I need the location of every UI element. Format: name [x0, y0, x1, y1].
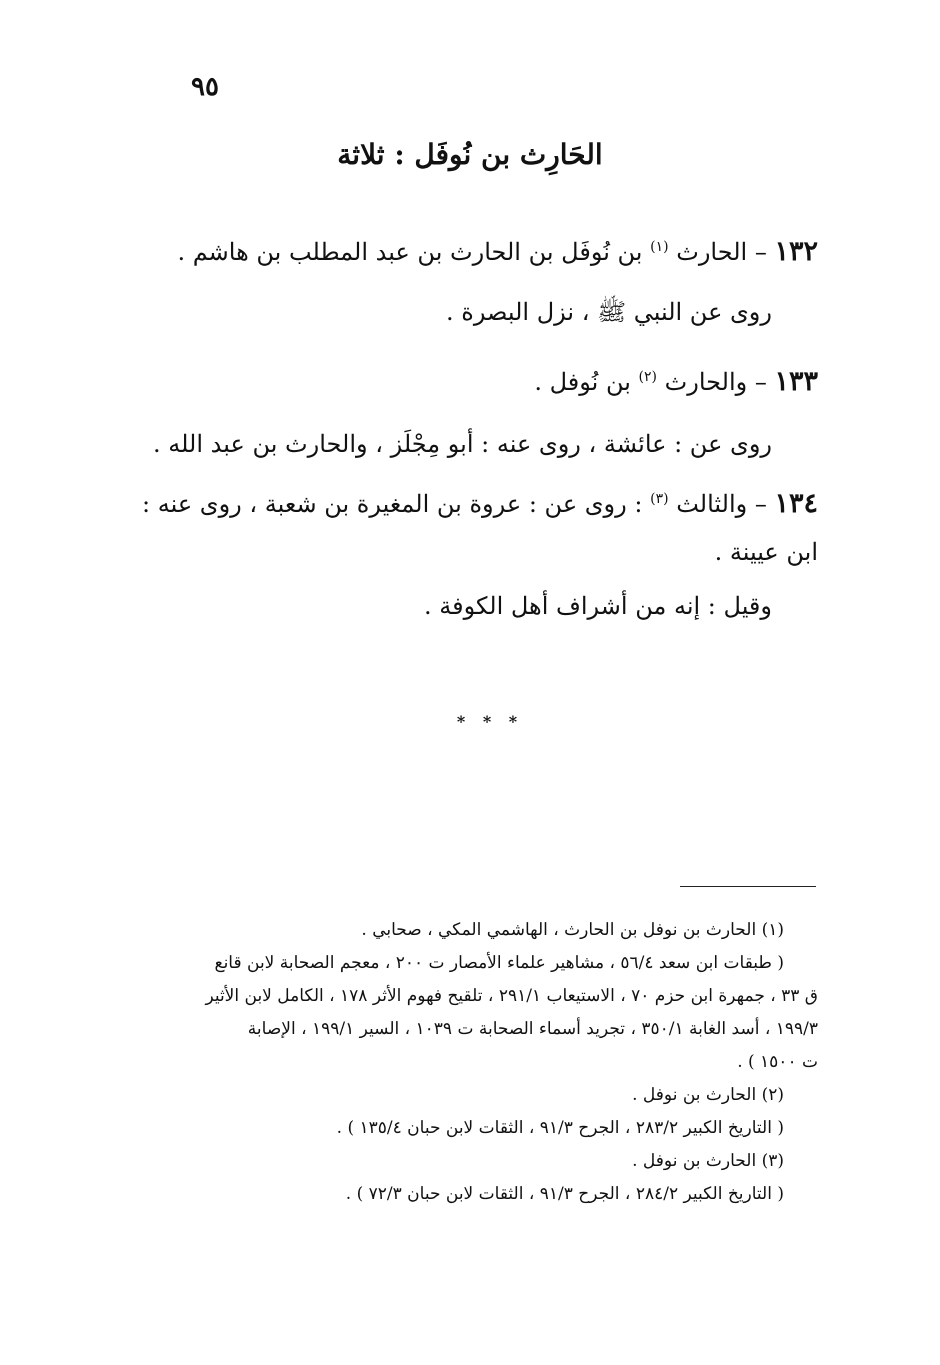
entry-line: [140, 582, 818, 630]
entry-134: [140, 480, 818, 630]
footnote-line: (٢) الحارث بن نوفل .: [632, 1085, 784, 1105]
entry-text: روى عن النبي ﷺ ، نزل البصرة .: [445, 298, 772, 326]
entry-text: : روى عن : عروة بن المغيرة بن شعبة ، روى عنه : ابن عيينة .: [142, 490, 818, 566]
entry-line: [140, 288, 818, 336]
entry-133: [140, 358, 818, 468]
entry-line: [140, 480, 818, 576]
footnote-line: ( التاريخ الكبير ٢٨٣/٢ ، الجرح ٩١/٣ ، الثقات لابن حبان ١٣٥/٤ ) .: [336, 1118, 784, 1138]
section-title: الحَارِث بن نُوفَل : ثلاثة: [337, 138, 603, 171]
entry-text: – والحارث: [664, 368, 767, 396]
page-number: ٩٥: [191, 72, 219, 102]
footnote-line: (١) الحارث بن نوفل بن الحارث ، الهاشمي المكي ، صحابي .: [361, 920, 784, 940]
footnote-marker: (٣): [650, 491, 669, 507]
footnotes: [140, 914, 818, 1211]
entry-line: [140, 420, 818, 468]
entry-number: ١٣٣: [774, 366, 818, 397]
footnote-marker: (١): [650, 239, 669, 255]
section-separator: * * *: [456, 712, 524, 731]
entry-number: ١٣٤: [774, 488, 818, 519]
entry-text: وقيل : إنه من أشراف أهل الكوفة .: [424, 592, 772, 620]
footnote-line: ت ١٥٠٠ ) .: [737, 1052, 818, 1072]
entry-text: – الحارث: [676, 238, 767, 266]
footnote-line: ( التاريخ الكبير ٢٨٤/٢ ، الجرح ٩١/٣ ، الثقات لابن حبان ٧٢/٣ ) .: [345, 1184, 784, 1204]
entry-text: – والثالث: [676, 490, 767, 518]
entry-text: بن نُوفَل بن الحارث بن عبد المطلب بن هاشم .: [177, 238, 643, 266]
entry-132: [140, 228, 818, 336]
footnote-line: ( طبقات ابن سعد ٥٦/٤ ، مشاهير علماء الأمصار ت ٢٠٠ ، معجم الصحابة لابن قانع: [214, 953, 784, 973]
footnote-line: (٣) الحارث بن نوفل .: [632, 1151, 784, 1171]
entry-line: [140, 358, 818, 406]
footnote-marker: (٢): [638, 369, 658, 385]
entry-text: بن نُوفل .: [534, 368, 631, 396]
entry-number: ١٣٢: [774, 236, 818, 267]
footnote-line: ق ٣٣ ، جمهرة ابن حزم ٧٠ ، الاستيعاب ٢٩١/١ ، تلقيح فهوم الأثر ١٧٨ ، الكامل لابن الأثير: [205, 986, 818, 1006]
entry-line: [140, 228, 818, 276]
entry-text: روى عن : عائشة ، روى عنه : أبو مِجْلَز ، والحارث بن عبد الله .: [152, 430, 772, 458]
footnote-line: ١٩٩/٣ ، أسد الغابة ٣٥٠/١ ، تجريد أسماء الصحابة ت ١٠٣٩ ، السير ١٩٩/١ ، الإصابة: [247, 1019, 818, 1039]
footnote-rule: [680, 886, 816, 887]
